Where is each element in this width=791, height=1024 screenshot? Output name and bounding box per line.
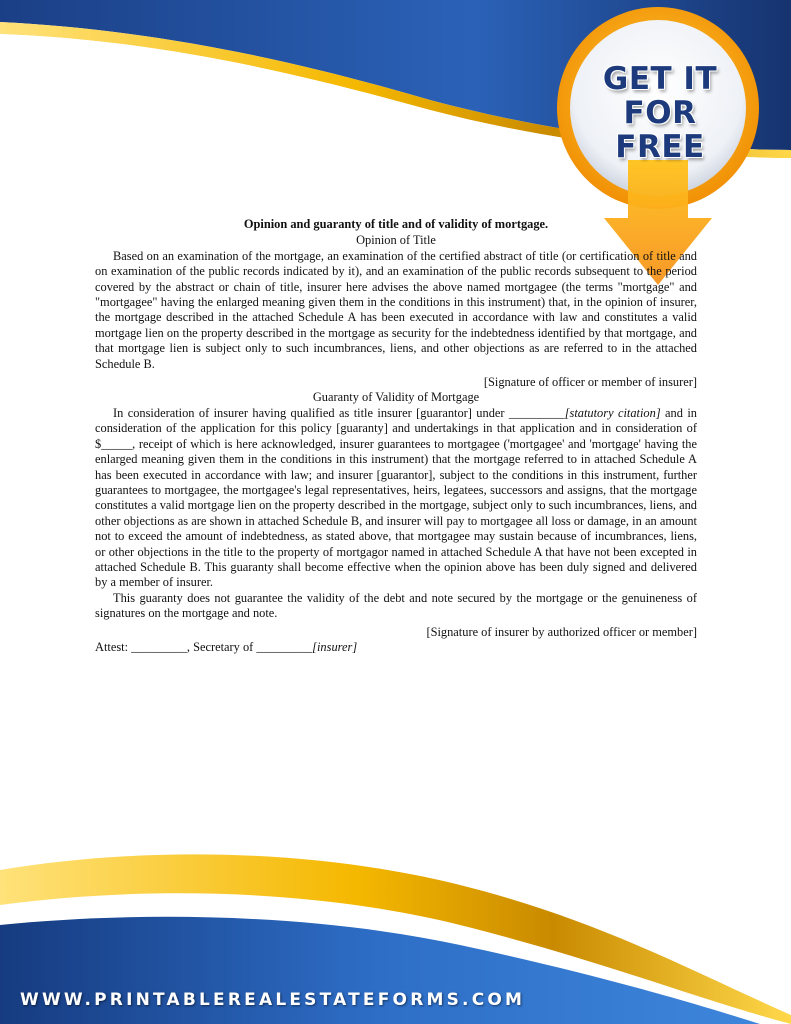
attest-text: Attest: _________, Secretary of _________ <box>95 639 313 654</box>
guaranty-text-start: In consideration of insurer having qualified as title insurer [guarantor] under _________ <box>113 405 565 420</box>
document-body <box>95 217 697 655</box>
opinion-paragraph: Based on an examination of the mortgage, an examination of the certified abstract of title (or certification of title and on examination of the public records indicated by it), and an examination of the public records subsequent to the period covered by the abstract or chain of title, insurer here advises the above named mortgagee (the terms "mortgage" and "mortgagee" having the enlarged meaning given them in the conditions in this instrument) that, in the opinion of insurer, the mortgage described in the attached Schedule A has been executed in accordance with law and constitutes a valid mortgage lien on the property described in the mortgage as security for the indebtedness identified by that mortgage, and that mortgage lien is subject only to such incumbrances, liens, and other objections as are referred to in the attached Schedule B. <box>95 248 697 371</box>
guaranty-signature-line: [Signature of insurer by authorized officer or member] <box>426 624 697 639</box>
badge-line-1: GET IT <box>602 61 718 97</box>
attest-insurer: [insurer] <box>312 639 358 654</box>
guaranty-text-rest: and in consideration of the application for this policy [guaranty] and undertakings in that application and in consideration of $_____, receipt of which is here acknowledged, insurer guarantees to mortgagee ('mortgagee' and 'mortgage' having the enlarged meaning given them in the conditions in this instrument) that the mortgage referred to in attached Schedule A has been executed in accordance with law; and insurer [guarantor], subject to the conditions in this instrument, further guarantees to mortgagee, the mortgagee's legal representatives, heirs, legatees, successors and assigns, that the mortgage constitutes a valid mortgage lien on the property described in the mortgage, subject only to such incumbrances, liens, and other objections as are shown in attached Schedule B, and insurer will pay to mortgagee all loss or damage, in an amount not to exceed the amount of indebtedness, as stated above, that mortgagee may sustain because of incumbrances, liens, or other objections in the title to the property of mortgagor named in attached Schedule A that have not been excepted in attached Schedule B. This guaranty shall become effective when the opinion above has been duly signed and delivered by a member of insurer. <box>95 405 697 590</box>
badge-line-2: FOR FREE <box>615 95 705 165</box>
get-it-free-badge[interactable] <box>580 62 740 164</box>
guaranty-paragraph <box>95 406 697 591</box>
opinion-signature-line: [Signature of officer or member of insurer] <box>483 375 697 390</box>
guaranty-heading: Guaranty of Validity of Mortgage <box>312 390 480 405</box>
statutory-citation: [statutory citation] <box>564 405 661 420</box>
opinion-heading: Opinion of Title <box>356 233 436 248</box>
website-url[interactable]: WWW.PRINTABLEREALESTATEFORMS.COM <box>20 990 526 1010</box>
guaranty-disclaimer: This guaranty does not guarantee the validity of the debt and note secured by the mortgage or the genuineness of signatures on the mortgage and note. <box>95 590 697 621</box>
attest-line <box>95 640 697 655</box>
document-title: Opinion and guaranty of title and of validity of mortgage. <box>243 217 549 231</box>
